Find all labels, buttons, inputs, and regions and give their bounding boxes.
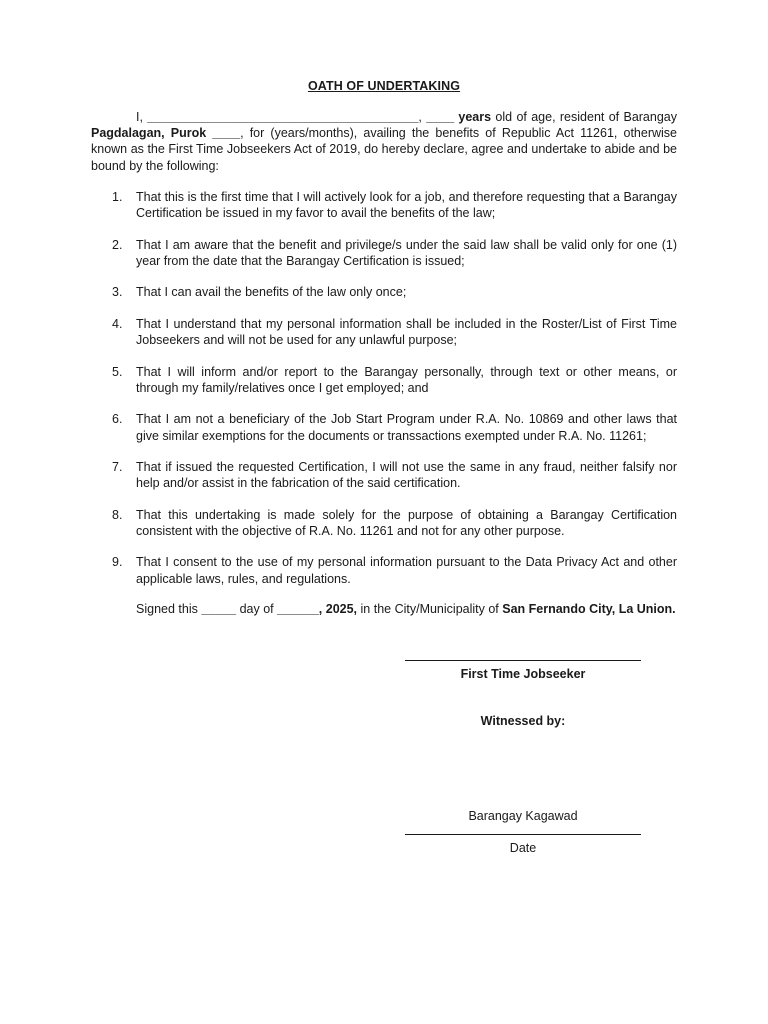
- list-item-text: That this is the first time that I will actively look for a job, and therefore requesting that a Barangay Certification be issued in my favor to avail the benefits of the law;: [136, 190, 677, 221]
- list-item: [91, 554, 677, 586]
- age-blank: ____: [426, 110, 455, 124]
- city-name: San Fernando City, La Union.: [502, 602, 676, 616]
- list-item-number: 5.: [112, 364, 123, 379]
- list-item-number: 1.: [112, 190, 123, 204]
- intro-text-5: , for (years/months), availing the benefits of Republic Act 11261, otherwise known as the First Time Jobseekers Act of 2019, do hereby declare, agree and undertake to abide and be bound by the following:: [91, 126, 677, 173]
- signed-text-1: Signed this: [136, 602, 202, 616]
- name-blank: _______________________________________: [147, 110, 419, 124]
- day-blank: _____: [201, 602, 237, 616]
- jobseeker-signature-line: [405, 660, 641, 661]
- barangay-name: Pagdalagan, Purok ____: [91, 126, 241, 141]
- witnessed-label: Witnessed by:: [480, 714, 566, 728]
- signed-text-2: day of: [236, 602, 278, 616]
- list-item-text: That I am aware that the benefit and privilege/s under the said law shall be valid only for one (1) year from the date that the Barangay Certification is issued;: [136, 237, 677, 268]
- list-item-text: That I am not a beneficiary of the Job Start Program under R.A. No. 10869 and other laws that give similar exemptions for the documents or transsactions exempted under R.A. No. 11261;: [136, 412, 677, 443]
- kagawad-label: Barangay Kagawad: [468, 809, 578, 823]
- list-item: [91, 411, 677, 443]
- list-item-text: That I can avail the benefits of the law only once;: [136, 285, 407, 300]
- list-item-text: That if issued the requested Certification, I will not use the same in any fraud, neither falsify nor help and/or assist in the fabrication of the said certification.: [136, 460, 677, 491]
- date-label: Date: [509, 841, 537, 855]
- jobseeker-label: First Time Jobseeker: [460, 667, 586, 681]
- list-item: [91, 237, 677, 269]
- list-item-text: That I consent to the use of my personal information pursuant to the Data Privacy Act and other applicable laws, rules, and regulations.: [136, 555, 677, 586]
- list-item: [91, 459, 677, 491]
- list-item: [91, 507, 677, 539]
- signed-text-3: in the City/Municipality of: [357, 602, 503, 616]
- list-item-text: That I understand that my personal information shall be included in the Roster/List of First Time Jobseekers and will not be used for any unlawful purpose;: [136, 316, 677, 348]
- years-label: years: [458, 110, 492, 124]
- intro-text-1: I,: [136, 110, 148, 124]
- list-item-number: 6.: [112, 412, 123, 427]
- month-year: ______, 2025,: [277, 602, 358, 616]
- list-item-number: 3.: [112, 285, 123, 300]
- intro-text-2: ,: [418, 110, 427, 124]
- list-item-number: 2.: [112, 237, 123, 252]
- list-item: [91, 284, 677, 300]
- kagawad-signature-line: [405, 834, 641, 835]
- document-title: OATH OF UNDERTAKING: [307, 79, 461, 93]
- list-item-number: 4.: [112, 316, 123, 331]
- intro-paragraph: [91, 109, 677, 174]
- list-item: [91, 189, 677, 221]
- undertaking-list: [91, 189, 677, 602]
- list-item: [91, 316, 677, 348]
- intro-text-4: old of age, resident of Barangay: [491, 110, 677, 124]
- list-item-text: That I will inform and/or report to the Barangay personally, through text or other means, or through my family/relatives once I get employed; and: [136, 364, 677, 395]
- list-item-text: That this undertaking is made solely for the purpose of obtaining a Barangay Certification consistent with the objective of R.A. No. 11261 and not for any other purpose.: [136, 507, 677, 538]
- list-item-number: 8.: [112, 507, 123, 522]
- signed-line: [136, 601, 696, 617]
- list-item-number: 9.: [112, 555, 123, 570]
- list-item-number: 7.: [112, 460, 123, 475]
- list-item: [91, 364, 677, 396]
